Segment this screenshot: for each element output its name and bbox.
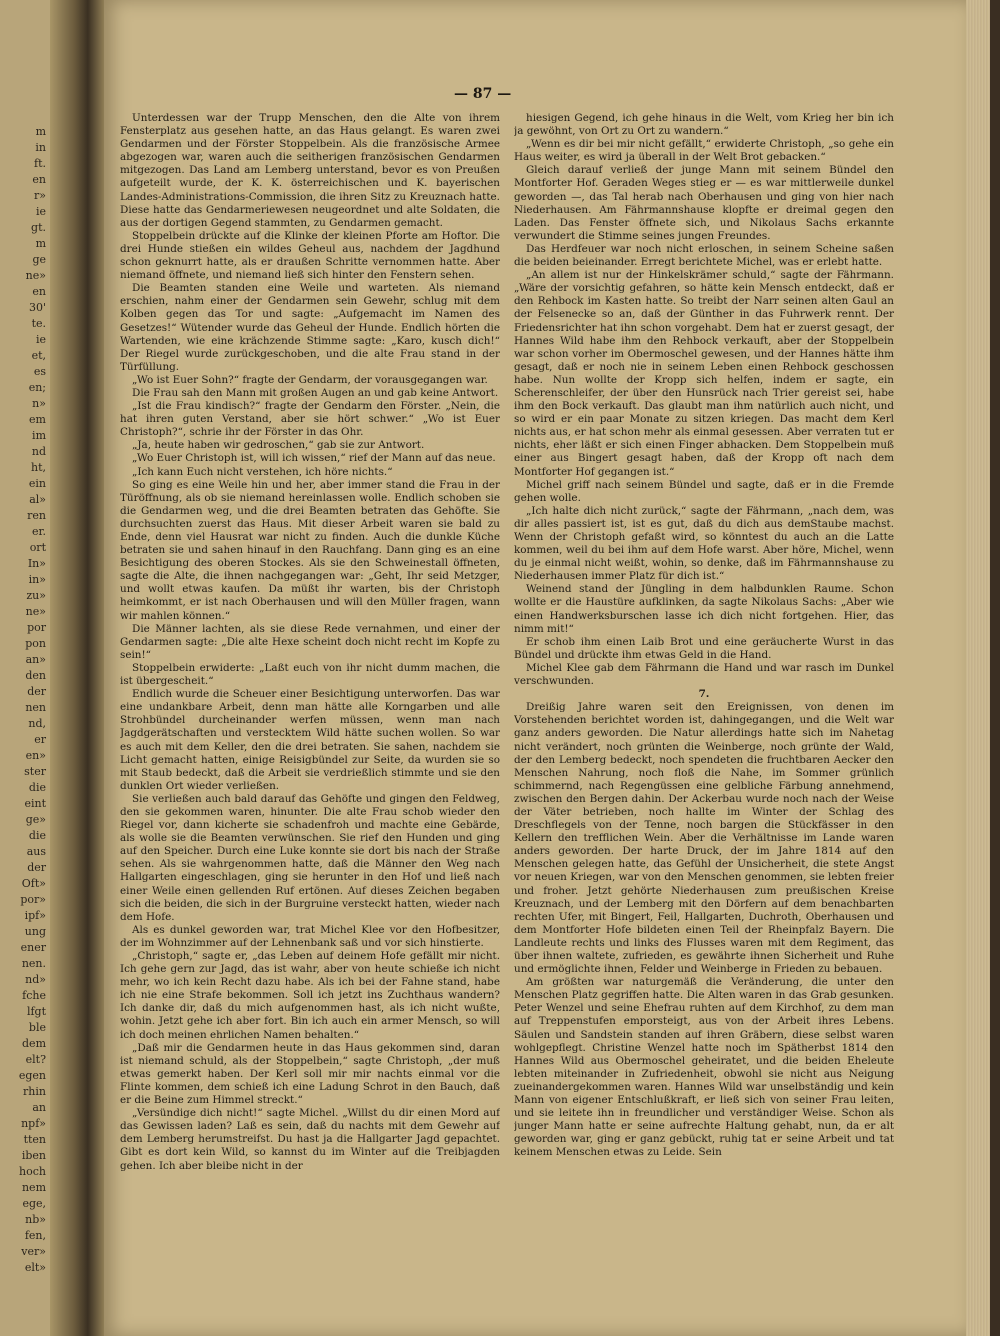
previous-page-text-fragment: et, — [31, 349, 46, 362]
previous-page-text-fragment: nd, — [28, 717, 46, 730]
book-cover-edge — [990, 0, 1000, 1336]
previous-page-text-fragment: m — [35, 125, 46, 138]
previous-page-text-fragment: en — [32, 173, 46, 186]
previous-page-text-fragment: ipf» — [24, 909, 46, 922]
paragraph: So ging es eine Weile hin und her, aber immer stand die Frau in der Türöffnung, als ob sie niemand hereinlassen wolle. Endlich schoben sie die Gendarmen weg, und die drei Beamten betraten das Gehöfte. Sie durchsuchten zuerst das Haus. Mit dieser Arbeit waren sie bald zu Ende, denn viel Hausrat war nicht zu finden. Auch die dunkle Küche betraten sie und sahen hinauf in den Rauchfang. Dann ging es an eine Besichtigung des oberen Stockes. Als sie den Schweinestall öffneten, sagte die Alte, die ihnen nachgegangen war: „Geht, Ihr seid Metzger, und wollt etwas kaufen. Da müßt ihr warten, bis der Christoph heimkommt, er ist nach Oberhausen und will den Müller fragen, wann wir mahlen können.“ — [120, 478, 500, 622]
previous-page-text-fragment: ver» — [21, 1245, 46, 1258]
previous-page-text-fragment: ren — [27, 509, 46, 522]
previous-page-text-fragment: ie — [35, 333, 46, 346]
previous-page-text-fragment: nen — [25, 701, 46, 714]
paragraph: Als es dunkel geworden war, trat Michel Klee vor den Hofbesitzer, der im Wohnzimmer auf der Lehnenbank saß und vor sich hinstierte. — [120, 923, 500, 949]
paragraph: „Ich halte dich nicht zurück,“ sagte der Fährmann, „nach dem, was dir alles passiert ist, ist es gut, daß du dich aus demStaube machst. Wenn der Christoph gefaßt wird, so könntest du auch an die Latte kommen, weil du bei ihm auf dem Hofe warst. Aber höre, Michel, wenn du je einmal nicht weißt, wohin, so denke, daß im Fährmannshause zu Niederhausen immer Platz für dich ist.“ — [514, 504, 894, 583]
previous-page-text-fragment: ort — [29, 541, 46, 554]
previous-page-text-fragment: en» — [25, 749, 46, 762]
previous-page-text-fragment: ht, — [30, 461, 46, 474]
previous-page-text-fragment: gt. — [31, 221, 46, 234]
previous-page-text-fragment: elt? — [25, 1053, 46, 1066]
previous-page-text-fragment: egen — [18, 1069, 46, 1082]
previous-page-text-fragment: dem — [22, 1037, 46, 1050]
paragraph: Die Männer lachten, als sie diese Rede vernahmen, und einer der Gendarmen sagte: „Die alte Hexe scheint doch nicht recht im Kopfe zu sein!“ — [120, 622, 500, 661]
paragraph: „Wo Euer Christoph ist, will ich wissen,“ rief der Mann auf das neue. — [132, 452, 496, 465]
previous-page-text-fragment: en — [32, 285, 46, 298]
paragraph: Das Herdfeuer war noch nicht erloschen, in seinem Scheine saßen die beiden beieinander. Erregt berichtete Michel, was er erlebt hatte. — [514, 242, 894, 269]
right-column — [514, 112, 894, 1242]
previous-page-text-fragment: ne» — [25, 269, 46, 282]
previous-page-text-fragment: nd» — [25, 973, 46, 986]
paragraph: Sie verließen auch bald darauf das Gehöfte und gingen den Feldweg, den sie gekommen waren, hinunter. Die alte Frau schob wieder den Riegel vor, dann kicherte sie schadenfroh und machte eine Gebärde, als wolle sie die Beamten verwünschen. Sie rief den Hunden und ging auf den Speicher. Durch eine Luke konnte sie dort bis nach der Straße sehen. Als sie wahrgenommen hatte, daß die Männer den Weg nach Hallgarten eingeschlagen, ging sie herunter in den Hof und ließ nach einer Weile einen gellenden Ruf ertönen. Auf dieses Zeichen begaben sich die beiden, die sich in der Burgruine versteckt hatten, wieder nach dem Hofe. — [120, 792, 500, 923]
previous-page-text-fragment: an» — [25, 653, 46, 666]
previous-page-text-fragment: nem — [21, 1181, 46, 1194]
previous-page-text-fragment: tten — [23, 1133, 46, 1146]
paragraph: hiesigen Gegend, ich gehe hinaus in die Welt, vom Krieg her bin ich ja gewöhnt, von Ort zu Ort zu wandern.“ — [514, 112, 894, 138]
paragraph: Unterdessen war der Trupp Menschen, den die Alte von ihrem Fensterplatz aus gesehen hatte, an das Haus gelangt. Es waren zwei Gendarmen und der Förster Stoppelbein. Als die französische Armee abgezogen war, waren auch die seitherigen französischen Gendarmen mitgezogen. Das Land am Lemberg unterstand, bevor es von Preußen aufgeteilt wurde, der K. K. österreichischen und K. bayerischen Landes-Administrations-Commission, die ihren Sitz zu Kreuznach hatte. Diese hatte das Gendarmeriewesen neugeordnet und alte Soldaten, die aus der dortigen Gegend stammten, zu Gendarmen gemacht. — [120, 112, 500, 229]
previous-page-text-fragment: den — [25, 669, 46, 682]
paragraph: „Ich kann Euch nicht verstehen, ich höre nichts.“ — [132, 465, 393, 478]
previous-page-text-fragment: lfgt — [26, 1005, 46, 1018]
previous-page-text-fragment: r» — [34, 189, 46, 202]
previous-page-text-fragment: die — [28, 829, 46, 842]
previous-page-text-fragment: ung — [24, 925, 46, 938]
previous-page-text-fragment: por — [27, 621, 46, 634]
previous-page-text-fragment: te. — [31, 317, 46, 330]
page-number: — 87 — — [454, 86, 512, 102]
previous-page-text-fragment: der — [27, 861, 46, 874]
previous-page-text-fragment: en; — [28, 381, 46, 394]
book-gutter — [50, 0, 104, 1336]
paragraph: Endlich wurde die Scheuer einer Besichtigung unterworfen. Das war eine undankbare Arbeit, denn man hätte alle Korngarben und alle Strohbündel durcheinander werfen müssen, wenn man nach Jagdgerätschaften und verstecktem Wild hätte suchen wollen. So war es auch mit dem Keller, den die drei betraten. Sie sahen, nachdem sie Licht gemacht hatten, einige Reisigbündel zur Seite, da wurden sie so mit Staub bedeckt, daß die Arbeit sie verdrießlich stimmte und sie den dunklen Ort wieder verließen. — [120, 688, 500, 792]
previous-page-text-fragment: ener — [20, 941, 46, 954]
paragraph: „Daß mir die Gendarmen heute in das Haus gekommen sind, daran ist niemand schuld, als der Stoppelbein,“ sagte Christoph, „der muß etwas gemerkt haben. Der Kerl soll mir mir nachts einmal vor die Flinte kommen, dem schieß ich eine Ladung Schrot in den Bauch, daß er die Beine zum Himmel streckt.“ — [120, 1041, 500, 1107]
previous-page-text-fragment: die — [28, 781, 46, 794]
previous-page-text-fragment: in» — [28, 573, 46, 586]
previous-page-text-fragment: hoch — [19, 1165, 46, 1178]
paragraph: Stoppelbein erwiderte: „Laßt euch von ihr nicht dumm machen, die ist übergescheit.“ — [120, 661, 500, 688]
previous-page-edge — [0, 0, 50, 1336]
paragraph: Weinend stand der Jüngling in dem halbdunklen Raume. Schon wollte er die Haustüre aufklinken, da sagte Nikolaus Sachs: „Aber wie einen Handwerksburschen lasse ich dich nicht fortgehen. Hier, das nimm mit!“ — [514, 583, 894, 635]
previous-page-text-fragment: por» — [20, 893, 46, 906]
previous-page-text-fragment: er — [34, 733, 46, 746]
previous-page-text-fragment: 30' — [28, 301, 46, 314]
previous-page-text-fragment: iben — [21, 1149, 46, 1162]
previous-page-text-fragment: elt» — [24, 1261, 46, 1274]
paragraph: „An allem ist nur der Hinkelskrämer schuld,“ sagte der Fährmann. „Wäre der vorsichtig gefahren, so hätte kein Mensch entdeckt, daß er den Rehbock im Kasten hatte. So treibt der Narr seinen alten Gaul an der Felsenecke so an, daß der Günther in das Fuhrwerk rennt. Der Friedensrichter hat ihn schon vorgehabt. Dem hat er zuerst gesagt, der Hannes Wild habe ihm den Rehbock verkauft, aber der Stoppelbein war schon vorher im Obermoschel gewesen, und der Hannes hätte ihm gesagt, daß er noch nie in seinem Leben einen Rehbock geschossen habe. Nun wollte der Kropp sich helfen, indem er sagte, ein Scherenschleifer, der über den Hunsrück nach Trier gereist sei, habe ihm den Bock verkauft. Das glaubt man ihm natürlich auch nicht, und so wird er ein paar Monate zu sitzen kriegen. Das macht dem Kerl nichts aus, er hat schon mehr als einmal gesessen. Aber verraten tut er nichts, eher läßt er sich einen Finger abhacken. Dem Stoppelbein muß einer aus Bingert gesagt haben, daß der Kropp oft nach dem Montforter Hof gegangen ist.“ — [514, 269, 894, 478]
previous-page-text-fragment: ege, — [22, 1197, 46, 1210]
previous-page-text-fragment: ge — [32, 253, 46, 266]
previous-page-text-fragment: rhin — [23, 1085, 46, 1098]
paragraph: Stoppelbein drückte auf die Klinke der kleinen Pforte am Hoftor. Die drei Hunde stießen ein wildes Geheul aus, nachdem der Jagdhund schon geknurrt hatte, als er draußen Schritte vernommen hatte. Aber niemand öffnete, und niemand ließ sich hinter den Fenstern sehen. — [120, 229, 500, 282]
left-column — [120, 112, 500, 1242]
previous-page-text-fragment: Oft» — [21, 877, 46, 890]
previous-page-text-fragment: npf» — [21, 1117, 46, 1130]
paragraph: „Ist die Frau kindisch?“ fragte der Gendarm den Förster. „Nein, die hat ihren guten Verstand, aber sie hört schwer.“ „Wo ist Euer Christoph?“, schrie ihr der Förster in das Ohr. — [120, 400, 500, 439]
previous-page-text-fragment: ein — [28, 477, 46, 490]
paragraph: Am größten war naturgemäß die Veränderung, die unter den Menschen Platz gegriffen hatte. Die Alten waren in das Grab gesunken. Peter Wenzel und seine Ehefrau ruhten auf dem Kirchhof, zu dem man auf Treppenstufen emporsteigt, aus von der Arbeit ihres Lebens. Säulen und Sandstein standen auf ihren Gräbern, diese selbst waren wohlgepflegt. Christine Wenzel hatte noch im Spätherbst 1814 den Hannes Wild aus Obermoschel geheiratet, und die beiden Eheleute lebten miteinander in Zufriedenheit, obwohl sie nicht aus Neigung zueinandergekommen waren. Hannes Wild war unselbständig und kein Mann von eigener Entschlußkraft, er ließ sich von seiner Frau leiten, und sie leitete ihn in freundlicher und verständiger Weise. Schon als junger Mann hatte er seine aufrechte Haltung gehabt, nun, da er alt geworden war, ging er ganz gebückt, ruhig tat er seine Arbeit und tat keinem Menschen etwas zu Leide. Sein — [514, 976, 894, 1159]
paragraph: Die Beamten standen eine Weile und warteten. Als niemand erschien, nahm einer der Gendarmen sein Gewehr, schlug mit dem Kolben gegen das Tor und sagte: „Aufgemacht im Namen des Gesetzes!“ Wütender wurde das Geheul der Hunde. Endlich hörten die Wartenden, wie eine krächzende Stimme sagte: „Karo, kusch dich!“ Der Riegel wurde zurückgeschoben, und die alte Frau stand in der Türfüllung. — [120, 282, 500, 373]
previous-page-text-fragment: n» — [32, 397, 46, 410]
paragraph: „Christoph,“ sagte er, „das Leben auf deinem Hofe gefällt mir nicht. Ich gehe gern zur Jagd, das ist wahr, aber von heute schieße ich nicht mehr, wo ich kein Recht dazu habe. Als ich bei der Fahne stand, habe ich nie eine Strafe bekommen. Soll ich jetzt ins Zuchthaus wandern? Ich danke dir, daß du mich aufgenommen hast, als ich nicht wußte, wohin. Jetzt gehe ich aber fort. Bin ich auch ein armer Mensch, so will ich doch meinen ehrlichen Namen behalten.“ — [120, 950, 500, 1041]
previous-page-text-fragment: in — [35, 141, 46, 154]
paragraph: Michel griff nach seinem Bündel und sagte, daß er in die Fremde gehen wolle. — [514, 478, 894, 504]
previous-page-text-fragment: ble — [28, 1021, 46, 1034]
previous-page-text-fragment: al» — [29, 493, 46, 506]
paragraph: Er schob ihm einen Laib Brot und eine geräucherte Wurst in das Bündel und drückte ihm etwas Geld in die Hand. — [514, 635, 894, 661]
previous-page-text-fragment: zu» — [26, 589, 46, 602]
previous-page-text-fragment: der — [27, 685, 46, 698]
previous-page-text-fragment: fen, — [24, 1229, 46, 1242]
previous-page-text-fragment: em — [29, 413, 46, 426]
previous-page-text-fragment: pon — [25, 637, 46, 650]
previous-page-text-fragment: aus — [26, 845, 46, 858]
previous-page-text-fragment: ie — [35, 205, 46, 218]
previous-page-text-fragment: ne» — [25, 605, 46, 618]
previous-page-text-fragment: fche — [22, 989, 46, 1002]
paragraph: Die Frau sah den Mann mit großen Augen an und gab keine Antwort. — [132, 386, 499, 399]
previous-page-text-fragment: ge» — [25, 813, 46, 826]
previous-page-text-fragment: eint — [24, 797, 46, 810]
previous-page-text-fragment: In» — [27, 557, 46, 570]
previous-page-text-fragment: es — [33, 365, 46, 378]
paragraph: Dreißig Jahre waren seit den Ereignissen, von denen im Vorstehenden berichtet worden ist, dahingegangen, und die Welt war ganz anders geworden. Die Natur allerdings hatte sich im Nahetag nicht verändert, noch grünten die Weinberge, noch grünte der Wald, der den Lemberg bedeckt, noch spendeten die fruchtbaren Aecker den Menschen Nahrung, noch floß die Nahe, im Sommer grünlich schimmernd, nach Regengüssen eine gelbliche Färbung annehmend, zwischen den Bergen dahin. Der Ackerbau wurde noch nach der Weise der Väter betrieben, noch hallte im Winter der Schlag des Dreschflegels von der Tenne, noch bargen die Stückfässer in den Kellern den trefflichen Wein. Aber die Verhältnisse im Lande waren anders geworden. Der harte Druck, der im Jahre 1814 auf den Menschen gelegen hatte, das Gefühl der Unsicherheit, die stete Angst vor neuen Kriegen, war von den Menschen genommen, sie lebten freier und froher. Jetzt gehörte Niederhausen zum preußischen Kreise Kreuznach, und der Lemberg mit den Dörfern auf dem benachbarten rechten Ufer, mit Bingert, Feil, Hallgarten, Duchroth, Oberhausen und dem Montforter Hofe bildeten einen Teil der Rheinpfalz Bayern. Die Landleute rechts und links des Flusses waren mit dem Regiment, das über ihnen waltete, zufrieden, es gewährte ihnen Sicherheit und Ruhe und ermöglichte ihnen, Felder und Weinberge in Frieden zu bebauen. — [514, 701, 894, 976]
paragraph: „Wenn es dir bei mir nicht gefällt,“ erwiderte Christoph, „so gehe ein Haus weiter, es wird ja überall in der Welt Brot gebacken.“ — [514, 138, 894, 164]
previous-page-text-fragment: nb» — [25, 1213, 46, 1226]
previous-page-text-fragment: ft. — [34, 157, 46, 170]
book-page — [104, 0, 966, 1336]
paragraph: „Wo ist Euer Sohn?“ fragte der Gendarm, der vorausgegangen war. — [132, 373, 488, 386]
previous-page-text-fragment: er. — [31, 525, 46, 538]
previous-page-text-fragment: nen. — [21, 957, 46, 970]
paragraph: „Versündige dich nicht!“ sagte Michel. „Willst du dir einen Mord auf das Gewissen laden? Laß es sein, daß du nachts mit dem Gewehr auf dem Lemberg herumstreifst. Du hast ja die Hallgarter Jagd gepachtet. Gibt es dort kein Wild, so kannst du im Winter auf die Treibjagden gehen. Ich aber bleibe nicht in der — [120, 1107, 500, 1172]
paragraph: „Ja, heute haben wir gedroschen,“ gab sie zur Antwort. — [132, 439, 425, 452]
previous-page-text-fragment: im — [32, 429, 46, 442]
previous-page-text-fragment: m — [35, 237, 46, 250]
paragraph: Michel Klee gab dem Fährmann die Hand und war rasch im Dunkel verschwunden. — [514, 661, 894, 688]
paragraph: Gleich darauf verließ der junge Mann mit seinem Bündel den Montforter Hof. Geraden Weges stieg er — es war mittlerweile dunkel geworden —, das Tal herab nach Oberhausen und ging von hier nach Niederhausen. Am Fährmannshause klopfte er dreimal gegen den Laden. Das Fenster öffnete sich, und Nikolaus Sachs erkannte verwundert die Stimme seines jungen Freundes. — [514, 164, 894, 242]
section-number: 7. — [698, 688, 710, 701]
previous-page-text-fragment: ster — [24, 765, 46, 778]
previous-page-text-fragment: an — [32, 1101, 46, 1114]
previous-page-text-fragment: nd — [31, 445, 46, 458]
